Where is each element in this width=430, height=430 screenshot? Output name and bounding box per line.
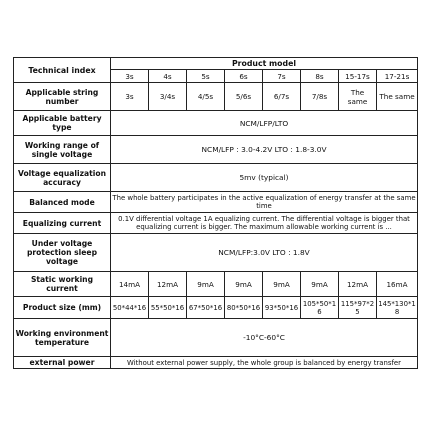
table-row xyxy=(14,83,418,111)
table-row xyxy=(14,272,418,297)
model-cell: 3s xyxy=(111,70,149,83)
model-cell: 4s xyxy=(149,70,187,83)
model-cell: 17-21s xyxy=(377,70,418,83)
model-cell: 6s xyxy=(225,70,263,83)
model-cell: 5s xyxy=(187,70,225,83)
table-cell: NCM/LFP : 3.0-4.2V LTO : 1.8-3.0V xyxy=(111,136,418,164)
table-cell: 93*50*16 xyxy=(263,297,301,319)
table-cell: 14mA xyxy=(111,272,149,297)
table-cell: 7/8s xyxy=(301,83,339,111)
table-row xyxy=(14,213,418,234)
table-row xyxy=(14,357,418,369)
table-cell: 105*50*16 xyxy=(301,297,339,319)
table-cell: 115*97*25 xyxy=(339,297,377,319)
table-cell: 3s xyxy=(111,83,149,111)
table-cell: 50*44*16 xyxy=(111,297,149,319)
row-label: Voltage equalization accuracy xyxy=(14,164,111,192)
table-cell: 12mA xyxy=(339,272,377,297)
table-cell: The whole battery participates in the active equalization of energy transfer at the same time xyxy=(111,192,418,213)
table-cell: Without external power supply, the whole group is balanced by energy transfer xyxy=(111,357,418,369)
table-cell: NCM/LFP:3.0V LTO : 1.8V xyxy=(111,234,418,272)
table-row xyxy=(14,192,418,213)
table-row xyxy=(14,164,418,192)
table-cell: 5mv (typical) xyxy=(111,164,418,192)
row-label: Product size (mm) xyxy=(14,297,111,319)
model-cell: 15-17s xyxy=(339,70,377,83)
spec-table xyxy=(13,57,418,369)
table-cell: 6/7s xyxy=(263,83,301,111)
table-cell: NCM/LFP/LTO xyxy=(111,111,418,136)
table-cell: 12mA xyxy=(149,272,187,297)
table-row xyxy=(14,319,418,357)
table-cell: The same xyxy=(339,83,377,111)
model-cell: 8s xyxy=(301,70,339,83)
table-cell: 9mA xyxy=(187,272,225,297)
table-cell: 0.1V differential voltage 1A equalizing current. The differential voltage is bigger that equalizing current is bigger. The maximum allowable working current is ... xyxy=(111,213,418,234)
table-cell: 9mA xyxy=(263,272,301,297)
model-cell: 7s xyxy=(263,70,301,83)
table-cell: 9mA xyxy=(301,272,339,297)
row-label: Working environment temperature xyxy=(14,319,111,357)
table-row xyxy=(14,234,418,272)
row-label: Applicable battery type xyxy=(14,111,111,136)
row-label: Under voltage protection sleep voltage xyxy=(14,234,111,272)
table-cell: 9mA xyxy=(225,272,263,297)
table-cell: 4/5s xyxy=(187,83,225,111)
row-label: Equalizing current xyxy=(14,213,111,234)
table-row xyxy=(14,111,418,136)
table-cell: The same xyxy=(377,83,418,111)
table-cell: 145*130*18 xyxy=(377,297,418,319)
table-cell: 67*50*16 xyxy=(187,297,225,319)
header-row xyxy=(14,58,418,70)
product-model-header: Product model xyxy=(111,58,418,70)
row-label: Working range of single voltage xyxy=(14,136,111,164)
technical-index-header: Technical index xyxy=(14,58,111,83)
table-cell: -10°C-60°C xyxy=(111,319,418,357)
row-label: external power xyxy=(14,357,111,369)
table-cell: 3/4s xyxy=(149,83,187,111)
table-row xyxy=(14,297,418,319)
table-cell: 16mA xyxy=(377,272,418,297)
row-label: Static working current xyxy=(14,272,111,297)
table-cell: 80*50*16 xyxy=(225,297,263,319)
table-cell: 55*50*16 xyxy=(149,297,187,319)
row-label: Applicable string number xyxy=(14,83,111,111)
table-row xyxy=(14,136,418,164)
row-label: Balanced mode xyxy=(14,192,111,213)
table-cell: 5/6s xyxy=(225,83,263,111)
